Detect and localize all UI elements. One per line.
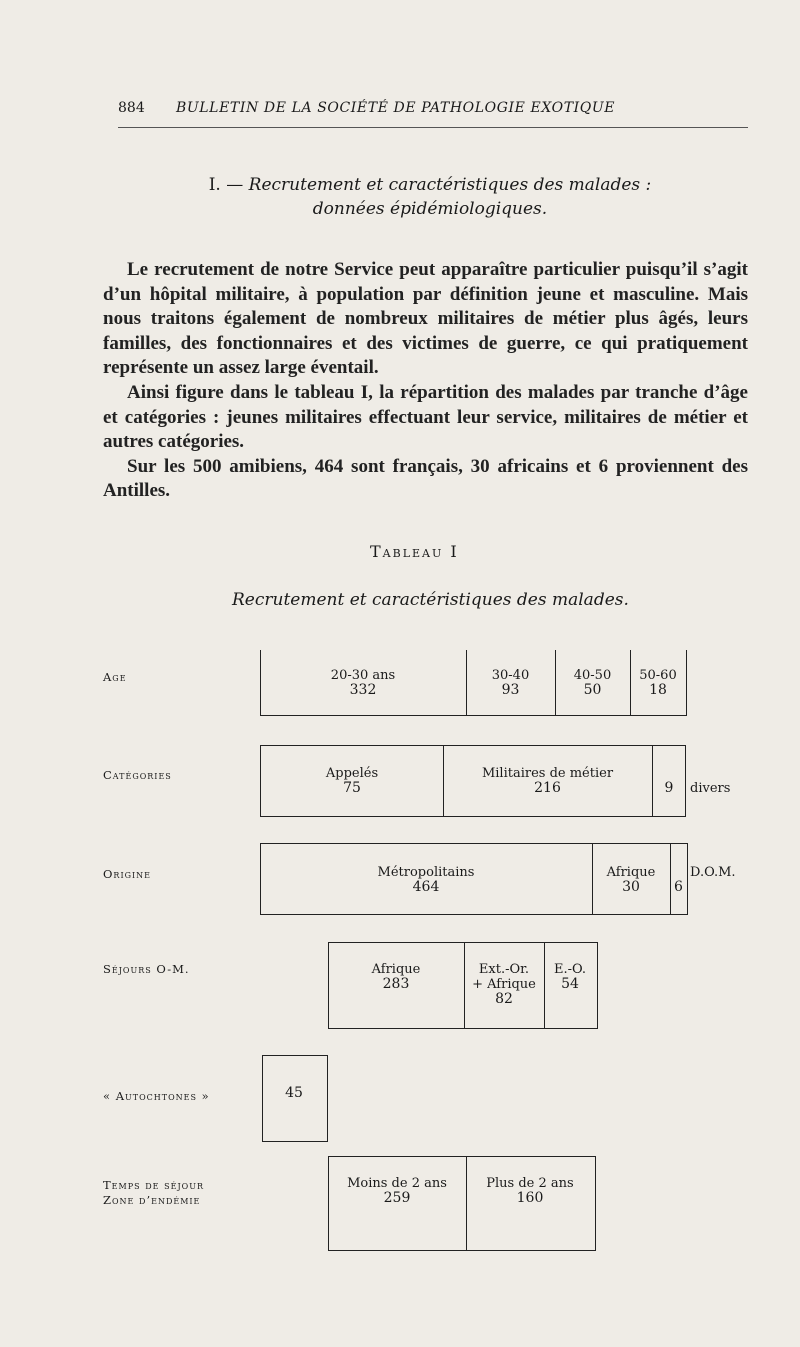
temps-cell-moins: Moins de 2 ans 259 [347,1176,447,1206]
origine-cell-afrique: Afrique 30 [606,865,656,895]
paragraph-3: Sur les 500 amibiens, 464 sont français, 30 africains et 6 proviennent des Antilles. [103,455,748,502]
age-divider-1 [466,650,467,716]
section-number: I. — [208,175,244,195]
journal-title: BULLETIN DE LA SOCIÉTÉ DE PATHOLOGIE EXOTIQUE [176,100,616,116]
row-label-sejours: Séjours O-M. [103,962,190,976]
section-title [170,173,690,221]
autochtones-count: 45 [285,1085,303,1101]
row-label-origine: Origine [103,867,152,881]
age-cell-40-50: 40-50 50 [573,668,612,698]
age-cell-30-40: 30-40 93 [491,668,530,698]
sejours-cell-eo: E.-O. 54 [553,962,587,992]
table-title: Tableau I [370,542,459,561]
origine-cell-metropolitains: Métropolitains 464 [377,865,475,895]
categories-divider-1 [443,745,444,816]
row-label-temps-2: Zone d’endémie [103,1193,201,1207]
sejours-cell-ext-or: Ext.-Or. + Afrique 82 [472,962,536,1007]
categories-cell-divers: divers [690,781,731,796]
age-cell-50-60: 50-60 18 [639,668,677,698]
paragraph-2: Ainsi figure dans le tableau I, la répartition des malades par tranche d’âge et catégories : jeunes militaires effectuant leur service, militaires de métier et autres catégories. [103,381,748,453]
age-divider-4 [686,650,687,716]
age-divider-0 [260,650,261,716]
temps-cell-plus: Plus de 2 ans 160 [486,1176,574,1206]
origine-divider-1 [592,843,593,914]
header-rule [118,127,748,128]
sejours-divider-2 [544,942,545,1028]
row-label-autochtones: « Autochtones » [103,1089,210,1103]
age-divider-2 [555,650,556,716]
origine-cell-dom: D.O.M. [690,865,736,880]
categories-cell-appeles: Appelés 75 [325,766,379,796]
row-label-categories: Catégories [103,768,172,782]
running-header [118,98,748,122]
origine-divider-2 [670,843,671,914]
age-divider-3 [630,650,631,716]
row-label-age: Age [103,670,127,684]
age-cell-20-30: 20-30 ans 332 [330,668,396,698]
sejours-divider-1 [464,942,465,1028]
origine-cell-6: 6 [674,879,683,895]
page-number: 884 [118,100,145,116]
table-subtitle: Recrutement et caractéristiques des malades. [232,590,629,610]
categories-cell-metier: Militaires de métier 216 [481,766,614,796]
section-title-line1: Recrutement et caractéristiques des malades : [248,175,652,195]
row-label-temps-1: Temps de séjour [103,1178,204,1192]
body-text [103,258,748,504]
sejours-cell-afrique: Afrique 283 [371,962,421,992]
age-bottom-rule [260,715,687,716]
temps-divider-1 [466,1156,467,1250]
categories-cell-9: 9 [664,780,674,796]
paragraph-1: Le recrutement de notre Service peut apparaître particulier puisqu’il s’agit d’un hôpital militaire, à population par définition jeune et masculine. Mais nous traitons également de nombreux militaires de métier plus âgés, leurs familles, des fonctionnaires et des victimes de guerre, ce qui pratiquement représente un assez large éventail. [103,259,748,379]
section-title-line2: données épidémiologiques. [312,199,548,219]
